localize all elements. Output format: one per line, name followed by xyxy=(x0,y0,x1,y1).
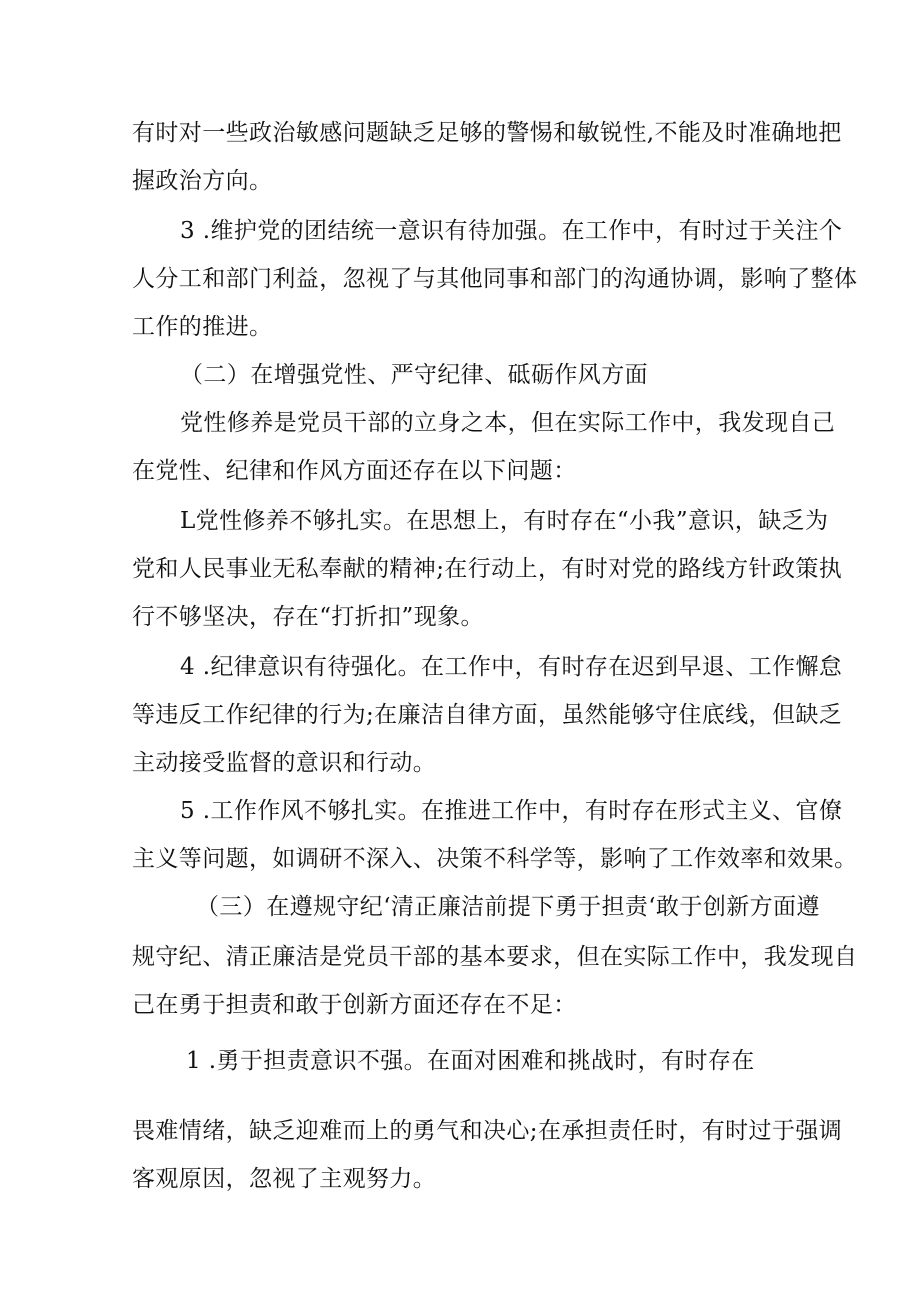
text-line: 畏难情绪，缺乏迎难而上的勇气和决心;在承担责任时，有时过于强调 xyxy=(132,1118,843,1144)
section-heading: （二）在增强党性、严守纪律、砥砺作风方面 xyxy=(180,362,648,388)
text-line: 主义等问题，如调研不深入、决策不科学等，影响了工作效率和效果。 xyxy=(132,846,858,872)
text-line: 有时对一些政治敏感问题缺乏足够的警惕和敏锐性,不能及时准确地把 xyxy=(132,120,842,146)
text-line: 1 .勇于担责意识不强。在面对困难和挑战时，有时存在 xyxy=(186,1048,755,1074)
text-line: 等违反工作纪律的行为;在廉洁自律方面，虽然能够守住底线，但缺乏 xyxy=(132,702,843,728)
text-line: 握政治方向。 xyxy=(132,168,273,194)
text-line: 党和人民事业无私奉献的精神;在行动上，有时对党的路线方针政策执 xyxy=(132,556,843,582)
text-line: 客观原因，忽视了主观努力。 xyxy=(132,1166,437,1192)
text-line: 人分工和部门利益，忽视了与其他同事和部门的沟通协调，影响了整体 xyxy=(132,266,858,292)
text-line: 规守纪、清正廉洁是党员干部的基本要求，但在实际工作中，我发现自 xyxy=(132,944,858,970)
text-line: L党性修养不够扎实。在思想上，有时存在“小我”意识，缺乏为 xyxy=(180,508,829,534)
text-line: 主动接受监督的意识和行动。 xyxy=(132,750,437,776)
text-line: 行不够坚决，存在“打折扣”现象。 xyxy=(132,604,484,630)
text-line: 己在勇于担责和敢于创新方面还存在不足： xyxy=(132,992,577,1018)
text-line: 5 .工作作风不够扎实。在推进工作中，有时存在形式主义、官僚 xyxy=(180,798,843,824)
text-line: 党性修养是党员干部的立身之本，但在实际工作中，我发现自己 xyxy=(180,410,836,436)
text-line: 4 .纪律意识有待强化。在工作中，有时存在迟到早退、工作懈怠 xyxy=(180,654,843,680)
text-line: 工作的推进。 xyxy=(132,314,273,340)
text-line: 在党性、纪律和作风方面还存在以下问题： xyxy=(132,458,577,484)
text-line: 3 .维护党的团结统一意识有待加强。在工作中，有时过于关注个 xyxy=(180,218,843,244)
section-heading: （三）在遵规守纪‘清正廉洁前提下勇于担责‘敢于创新方面遵 xyxy=(196,894,820,920)
